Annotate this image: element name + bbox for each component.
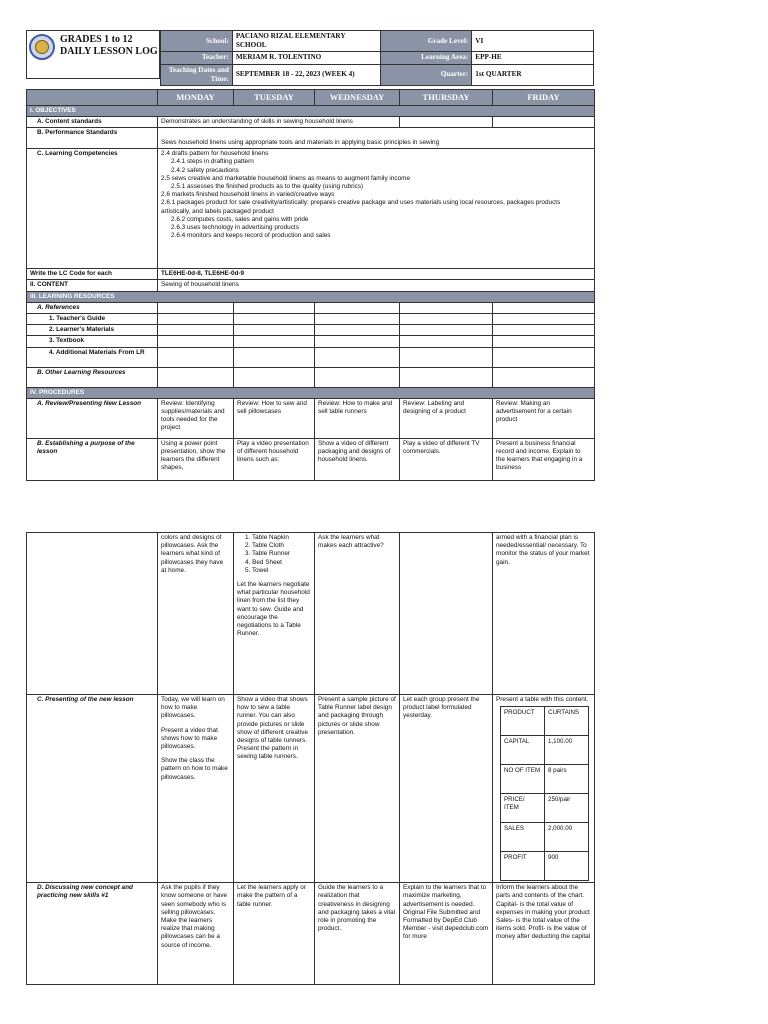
teacher-label: Teacher: (161, 52, 233, 64)
discussing-wednesday: Guide the learners to a realization that creativeness in designing and packaging takes a vital role in promoting the product. (315, 883, 400, 985)
learners-materials-label: 2. Learner's Materials (27, 325, 158, 336)
presenting-wednesday: Present a sample picture of Table Runner label design and packaging through pictures or slide show presentation. (315, 695, 400, 883)
day-wednesday: WEDNESDAY (315, 90, 400, 106)
teacher-value: MERIAM R. TOLENTINO (232, 52, 380, 64)
day-tuesday: TUESDAY (234, 90, 315, 106)
content-standards-value: Demonstrates an understanding of skills in sewing household linens (158, 117, 400, 128)
purpose-cont-thursday (400, 533, 493, 695)
learning-competencies-value: 2.4 drafts pattern for household linens 2.4.1 steps in drafting pattern 2.4.2 safety precautions 2.5 sews creative and marketable household linens as means to augment family income 2.5.1 assesses the finished products as to the quality (using rubrics) 2.6 markets finished household linens in varied/creative ways 2.6.1 packages product for sale creativity/artistically: prepares creative package and uses materials using local resources, packages products artistically, and labels packaged product 2.6.2 computes costs, sales and gains with pride 2.6.3 uses technology in advertising products 2.6.4 monitors and keeps record of production and sales (158, 149, 595, 269)
objectives-heading: I. OBJECTIVES (27, 105, 595, 116)
review-monday: Review: Identifying supplies/materials and tools needed for the project (158, 398, 234, 438)
purpose-cont-tuesday: 1. Table Napkin 2. Table Cloth 3. Table Runner 4. Bed Sheet 5. Towel Let the learners negotiate what particular household linen from the list they want to sew. Guide and encourage the negotiations to a Table Runner. (234, 533, 315, 695)
textbook-label: 3. Textbook (27, 336, 158, 347)
school-value: PACIANO RIZAL ELEMENTARY SCHOOL (232, 31, 380, 52)
purpose-tuesday: Play a video presentation of different household linens such as: (234, 438, 315, 480)
title-box (26, 30, 160, 79)
learning-resources-heading: III. LEARNING RESOURCES (27, 291, 595, 302)
procedures-heading: IV. PROCEDURES (27, 387, 595, 398)
grade-label: Grade Level: (380, 31, 472, 52)
purpose-cont-friday: armed with a financial plan is needed/essential/ necessary. To monitor the status of your market gain. (493, 533, 595, 695)
purpose-cont-wednesday: Ask the learners what makes each attractive? (315, 533, 400, 695)
references-label: A. References (27, 302, 158, 313)
performance-standards-label: B. Performance Standards (27, 128, 158, 149)
lesson-log-table (26, 89, 595, 481)
purpose-friday: Present a business financial record and income. Explain to the learners that engaging in a business (493, 438, 595, 480)
lc-code-label: Write the LC Code for each (27, 269, 158, 280)
dates-label: Teaching Dates and Time: (161, 64, 233, 85)
content-label: II. CONTENT (27, 280, 158, 291)
day-thursday: THURSDAY (400, 90, 493, 106)
discussing-monday: Ask the pupils if they know someone or have seen somebody who is selling pillowcases. Make the learners realize that making pillowcases can be a source of income. (158, 883, 234, 985)
area-value: EPP-HE (472, 52, 594, 64)
grade-value: VI (472, 31, 594, 52)
review-label: A. Review/Presenting New Lesson (27, 398, 158, 438)
header-info-table (160, 30, 594, 86)
performance-standards-value: Sews household linens using appropriate tools and materials in applying basic principles in sewing (158, 128, 595, 149)
dates-value: SEPTEMBER 18 - 22, 2023 (WEEK 4) (232, 64, 380, 85)
other-resources-label: B. Other Learning Resources (27, 367, 158, 387)
review-friday: Review: Making an advertisement for a certain product (493, 398, 595, 438)
purpose-monday: Using a power point presentation, show the learners the different shapes, (158, 438, 234, 480)
quarter-label: Quarter: (380, 64, 472, 85)
discussing-friday: Inform the learners about the parts and contents of the chart. Capital- is the total value of expenses in making your product Sales- is the total value of the items sold. Profit- is the value of money after deducting the capital (493, 883, 595, 985)
purpose-cont-monday: colors and designs of pillowcases. Ask the learners what kind of pillowcases they have at home. (158, 533, 234, 695)
lesson-log-table-continued (26, 532, 595, 985)
quarter-value: 1st QUARTER (472, 64, 594, 85)
purpose-wednesday: Show a video of different packaging and designs of household linens. (315, 438, 400, 480)
content-standards-label: A. Content standards (27, 117, 158, 128)
financial-record-table: PRODUCT CURTAINS CAPITAL 1,100.00 NO OF ITEM 8 pairs PRICE/ ITEM 250/pair SALES 2,000.00 PROFIT 900 (500, 706, 589, 881)
presenting-tuesday: Show a video that shows how to sew a table runner. You can also provide pictures or slide show of different creative designs of table runners. Present the pattern in sewing table runners. (234, 695, 315, 883)
area-label: Learning Area: (380, 52, 472, 64)
log-title: GRADES 1 to 12 DAILY LESSON LOG (60, 34, 158, 57)
lc-code-value: TLE6HE-0d-8, TLE6HE-0d-9 (158, 269, 595, 280)
teachers-guide-label: 1. Teacher's Guide (27, 314, 158, 325)
review-wednesday: Review: How to make and sell table runners (315, 398, 400, 438)
additional-materials-label: 4. Additional Materials From LR (27, 347, 158, 367)
discussing-thursday: Explain to the learners that to maximize marketing, advertisement is needed. Original File Submitted and Formatted by DepEd Club Member - visit depedclub.com for more (400, 883, 493, 985)
presenting-friday: Present a table with this content. PRODUCT CURTAINS CAPITAL 1,100.00 NO OF ITEM 8 pairs PRICE/ ITEM 250/pair SALES 2,000.00 PROFIT 900 (493, 695, 595, 883)
content-value: Sewing of household linens (158, 280, 595, 291)
purpose-label: B. Establishing a purpose of the lesson (27, 438, 158, 480)
day-friday: FRIDAY (493, 90, 595, 106)
presenting-label: C. Presenting of the new lesson (27, 695, 158, 883)
review-tuesday: Review: How to sew and sell pillowcases (234, 398, 315, 438)
days-header-row (27, 90, 595, 106)
presenting-monday: Today, we will learn on how to make pillowcases. Present a video that shows how to make pillowcases. Show the class the pattern on how to make pillowcases. (158, 695, 234, 883)
purpose-thursday: Play a video of different TV commercials. (400, 438, 493, 480)
day-monday: MONDAY (158, 90, 234, 106)
school-label: School: (161, 31, 233, 52)
learning-competencies-label: C. Learning Competencies (27, 149, 158, 269)
discussing-tuesday: Let the learners apply or make the pattern of a table runner. (234, 883, 315, 985)
review-thursday: Review: Labeling and designing of a product (400, 398, 493, 438)
presenting-thursday: Let each group present the product label formulated yesterday. (400, 695, 493, 883)
discussing-label: D. Discussing new concept and practicing new skills #1 (27, 883, 158, 985)
